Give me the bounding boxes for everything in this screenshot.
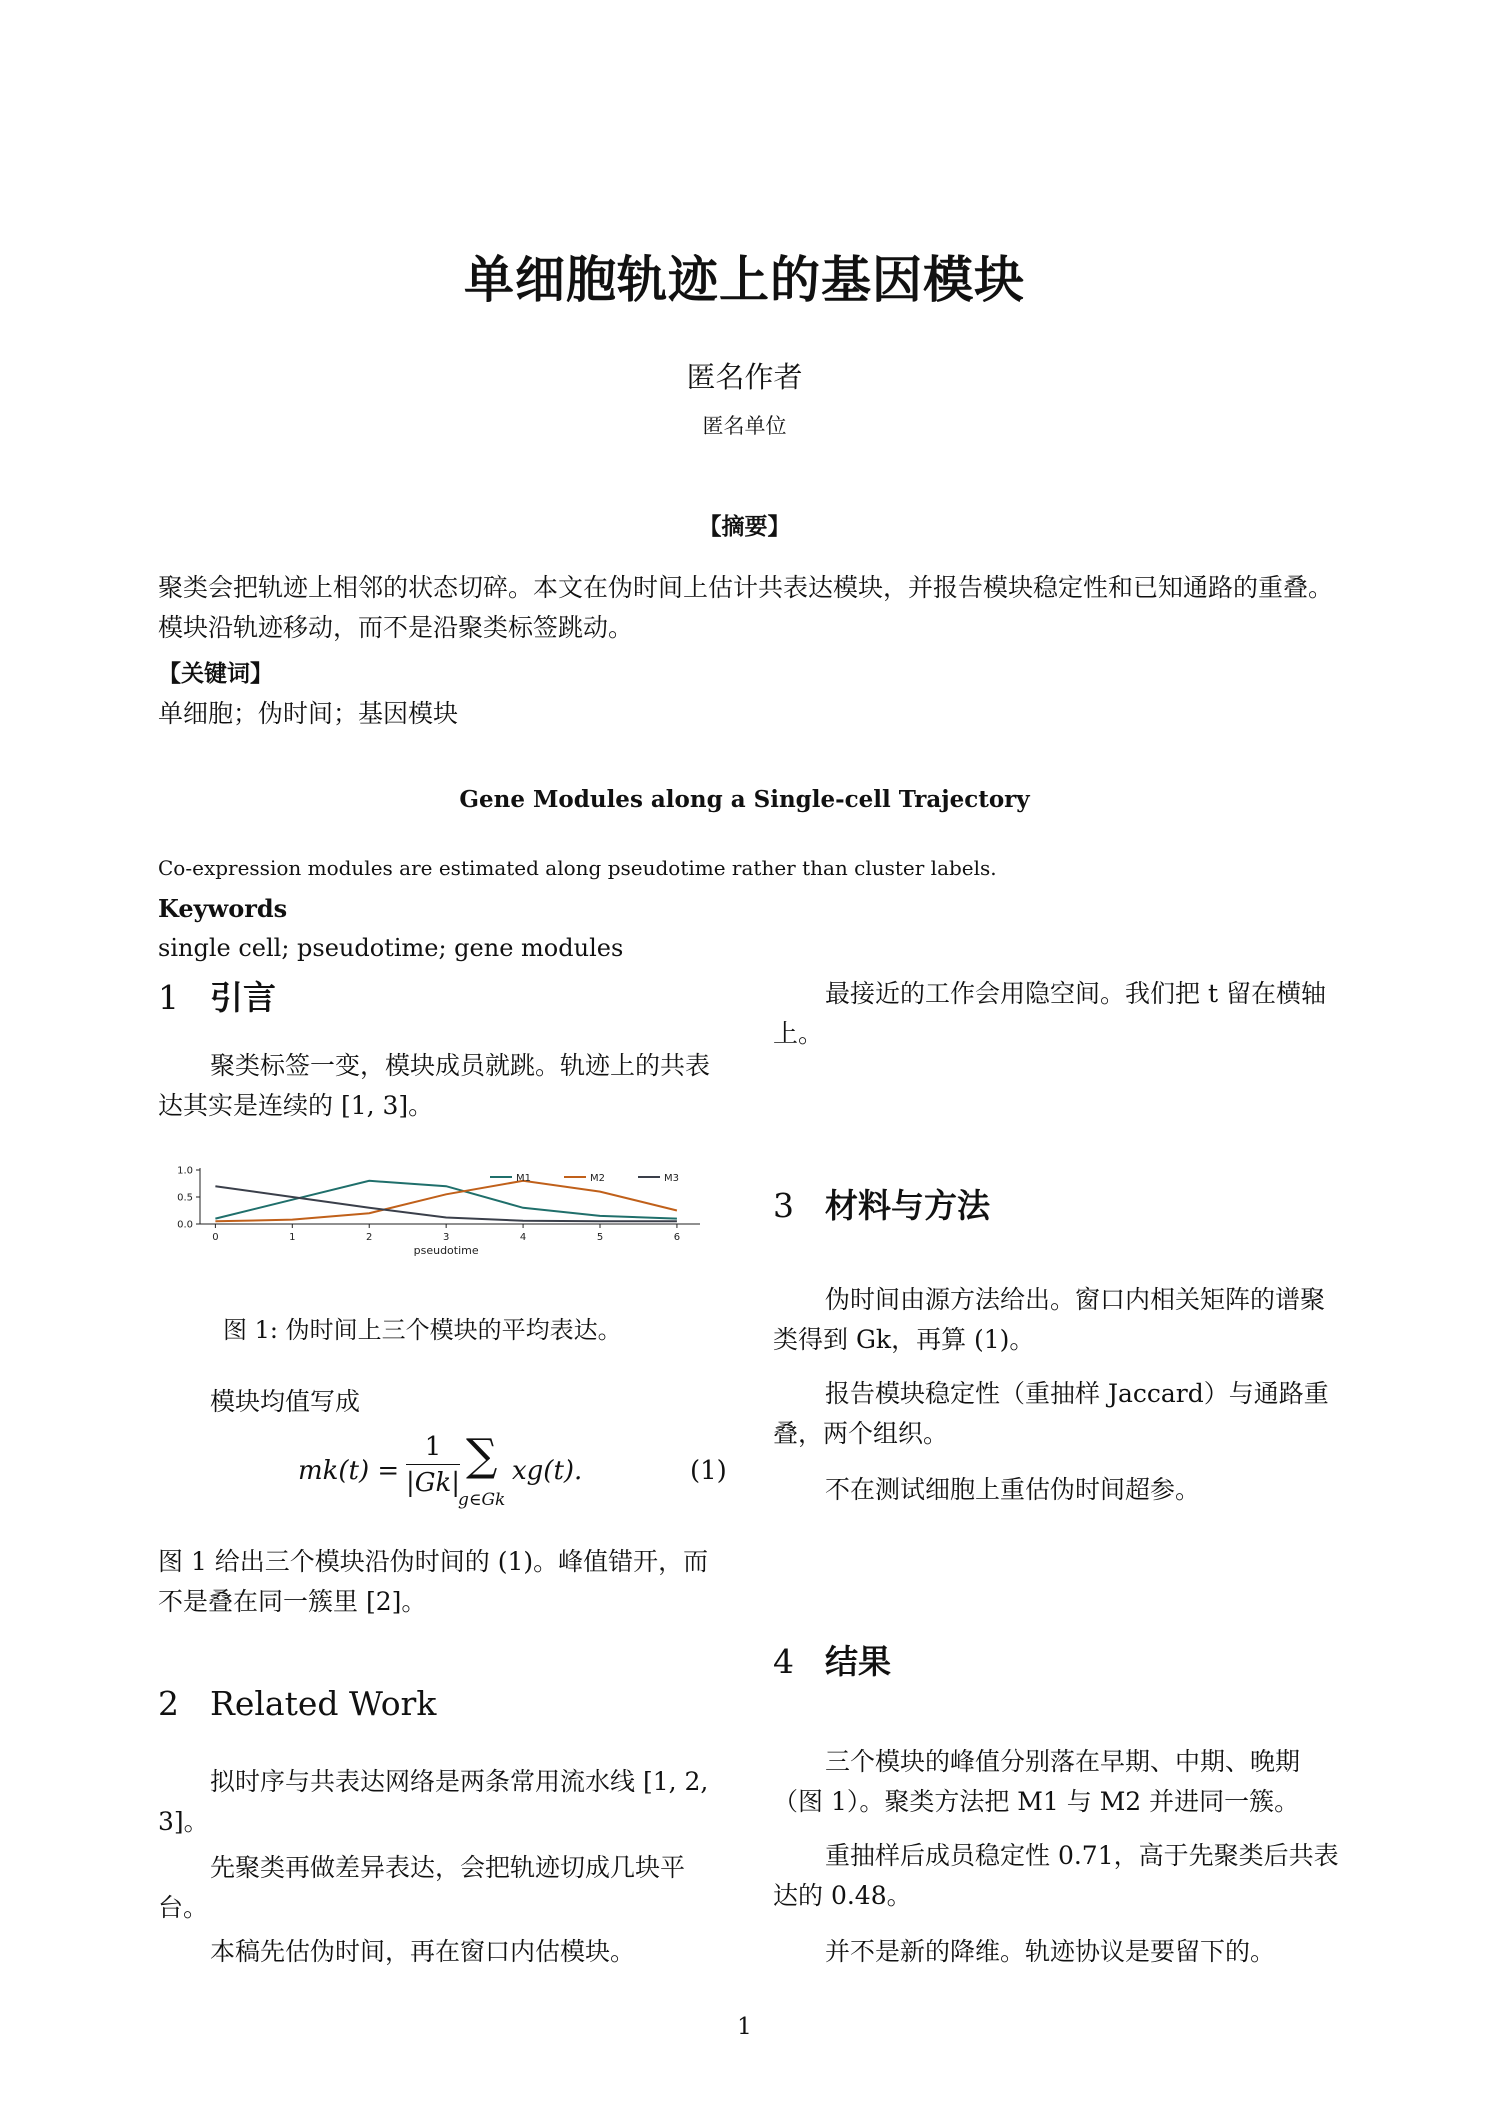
section-title: Related Work (210, 1684, 437, 1723)
section-3-paragraph-2: 报告模块稳定性（重抽样 Jaccard）与通路重叠，两个组织。 (773, 1379, 1329, 1448)
y-tick-label: 0.5 (177, 1192, 193, 1204)
summation-subscript: g∈Gk (458, 1490, 506, 1510)
x-axis-label: pseudotime (413, 1244, 479, 1257)
figure-1-chart (158, 1150, 726, 1270)
english-title: Gene Modules along a Single-cell Trajectory (459, 786, 1030, 813)
section-1-paragraph-2: 模块均值写成 (210, 1387, 361, 1416)
equation-1 (298, 1430, 728, 1520)
section-2-paragraph-2: 先聚类再做差异表达，会把轨迹切成几块平台。 (158, 1853, 686, 1922)
english-keywords: single cell; pseudotime; gene modules (158, 934, 624, 962)
section-1-heading (158, 972, 276, 1019)
x-tick-label: 3 (442, 1232, 450, 1243)
equation-fraction (406, 1430, 460, 1501)
x-tick-label: 5 (596, 1232, 604, 1243)
english-keywords-heading: Keywords (158, 894, 288, 923)
equation-numerator: 1 (424, 1432, 442, 1462)
x-tick-label: 0 (212, 1232, 219, 1243)
x-tick-label: 2 (366, 1232, 373, 1243)
series-line-m1 (215, 1181, 677, 1219)
section-4-paragraph-1: 三个模块的峰值分别落在早期、中期、晚期（图 1）。聚类方法把 M1 与 M2 并进同一簇。 (773, 1747, 1301, 1816)
abstract-text: 聚类会把轨迹上相邻的状态切碎。本文在伪时间上估计共表达模块，并报告模块稳定性和已知通路的重叠。模块沿轨迹移动，而不是沿聚类标签跳动。 (158, 573, 1334, 642)
section-1-paragraph-1: 聚类标签一变，模块成员就跳。轨迹上的共表达其实是连续的 [1, 3]。 (158, 1051, 711, 1120)
keywords: 单细胞；伪时间；基因模块 (158, 699, 459, 728)
section-4-paragraph-2: 重抽样后成员稳定性 0.71，高于先聚类后共表达的 0.48。 (773, 1841, 1339, 1910)
legend-label-m3: M3 (664, 1173, 679, 1184)
legend-label-m2: M2 (590, 1173, 605, 1184)
section-number: 1 (158, 978, 179, 1017)
x-tick-label: 4 (519, 1232, 527, 1243)
x-tick-label: 1 (289, 1232, 296, 1243)
english-abstract: Co-expression modules are estimated along pseudotime rather than cluster labels. (158, 856, 997, 880)
affiliation: 匿名单位 (702, 414, 787, 438)
abstract (158, 568, 1338, 648)
keywords-heading: 【关键词】 (158, 661, 273, 687)
section-2-heading (158, 1684, 436, 1723)
section-number: 3 (773, 1186, 794, 1225)
y-tick-label: 0.0 (177, 1219, 193, 1231)
section-4-paragraph-3: 并不是新的降维。轨迹协议是要留下的。 (825, 1937, 1276, 1966)
abstract-heading: 【摘要】 (698, 514, 791, 540)
summation-symbol: ∑ (466, 1430, 498, 1481)
x-tick-label: 6 (673, 1232, 681, 1243)
section-2-paragraph-1: 拟时序与共表达网络是两条常用流水线 [1, 2, 3]。 (158, 1767, 709, 1836)
paper-title: 单细胞轨迹上的基因模块 (464, 251, 1025, 309)
section-3-paragraph-3: 不在测试细胞上重估伪时间超参。 (825, 1475, 1201, 1504)
y-tick-label: 1.0 (177, 1165, 193, 1177)
section-3-heading (773, 1180, 990, 1227)
equation-lhs: mk(t) = (298, 1456, 400, 1486)
section-number: 4 (773, 1642, 794, 1681)
equation-denominator: |Gk| (406, 1468, 461, 1498)
author: 匿名作者 (686, 360, 803, 394)
section-title: 结果 (825, 1642, 891, 1681)
legend-label-m1: M1 (516, 1173, 531, 1184)
page-number: 1 (737, 2014, 752, 2040)
figure-1-caption: 图 1: 伪时间上三个模块的平均表达。 (223, 1316, 622, 1344)
equation-number: (1) (690, 1456, 727, 1486)
right-column-top-paragraph: 最接近的工作会用隐空间。我们把 t 留在横轴上。 (773, 979, 1326, 1048)
section-2-paragraph-3: 本稿先估伪时间，再在窗口内估模块。 (210, 1937, 636, 1966)
section-title: 引言 (210, 978, 276, 1017)
section-3-paragraph-1: 伪时间由源方法给出。窗口内相关矩阵的谱聚类得到 Gk，再算 (1)。 (773, 1285, 1326, 1354)
section-4-heading (773, 1636, 891, 1683)
section-number: 2 (158, 1684, 179, 1723)
section-1-paragraph-3: 图 1 给出三个模块沿伪时间的 (1)。峰值错开，而不是叠在同一簇里 [2]。 (158, 1547, 709, 1616)
equation-rhs: xg(t). (512, 1456, 583, 1486)
section-title: 材料与方法 (825, 1186, 990, 1225)
